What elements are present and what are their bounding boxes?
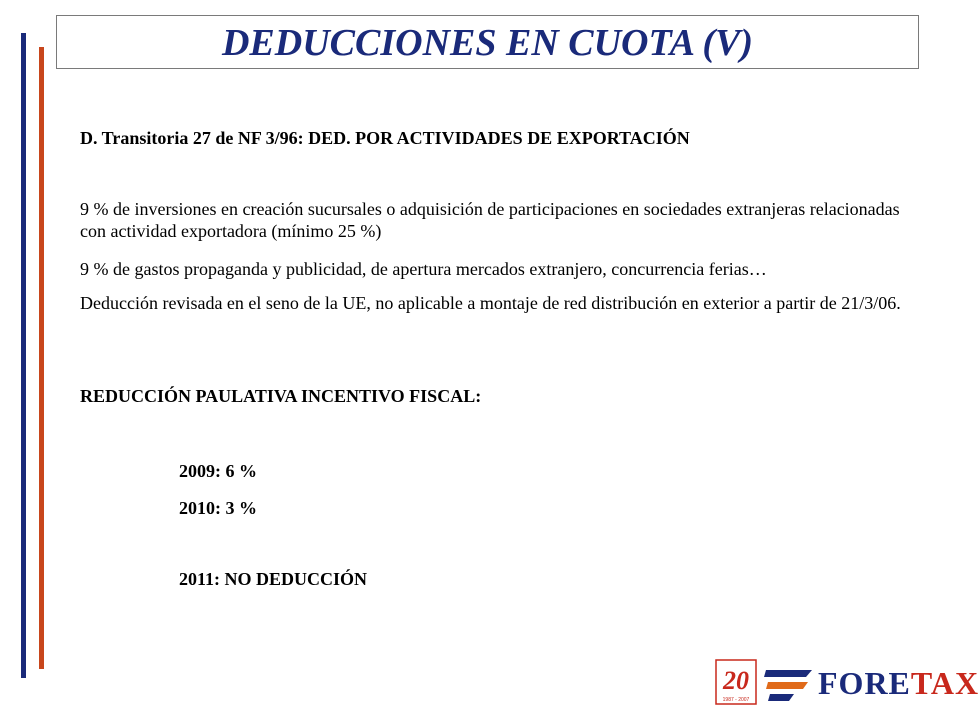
emblem-years-text: 1987 - 2007 (722, 697, 750, 703)
schedule-item-2010: 2010: 3 % (179, 498, 257, 518)
schedule-item-2011: 2011: NO DEDUCCIÓN (179, 569, 368, 589)
svg-text:20: 20 (723, 666, 749, 695)
reduction-heading: REDUCCIÓN PAULATIVA INCENTIVO FISCAL: (80, 386, 482, 406)
slide-title: DEDUCCIONES EN CUOTA (V) (221, 22, 754, 64)
paragraph-advertising: 9 % de gastos propaganda y publicidad, de apertura mercados extranjero, concurrencia ferias… (80, 259, 767, 279)
schedule-item-2009: 2009: 6 % (179, 461, 257, 481)
left-accent-bar-orange (39, 47, 44, 669)
wordmark-fore: FORE (818, 665, 911, 701)
anniversary-emblem-icon (714, 658, 814, 706)
paragraph-eu-review: Deducción revisada en el seno de la UE, no aplicable a montaje de red distribución en exterior a partir de 21/3/06. (80, 293, 901, 313)
section-heading: D. Transitoria 27 de NF 3/96: DED. POR ACTIVIDADES DE EXPORTACIÓN (80, 128, 690, 148)
foretax-wordmark (818, 666, 979, 700)
paragraph-investments: 9 % de inversiones en creación sucursales o adquisición de participaciones en sociedades extranjeras relacionadas con actividad exportadora (mínimo 25 %) (80, 199, 900, 241)
title-box (56, 15, 919, 69)
left-accent-bar-blue (21, 33, 26, 678)
wordmark-tax: TAX (910, 665, 979, 701)
foretax-logo (714, 658, 979, 706)
